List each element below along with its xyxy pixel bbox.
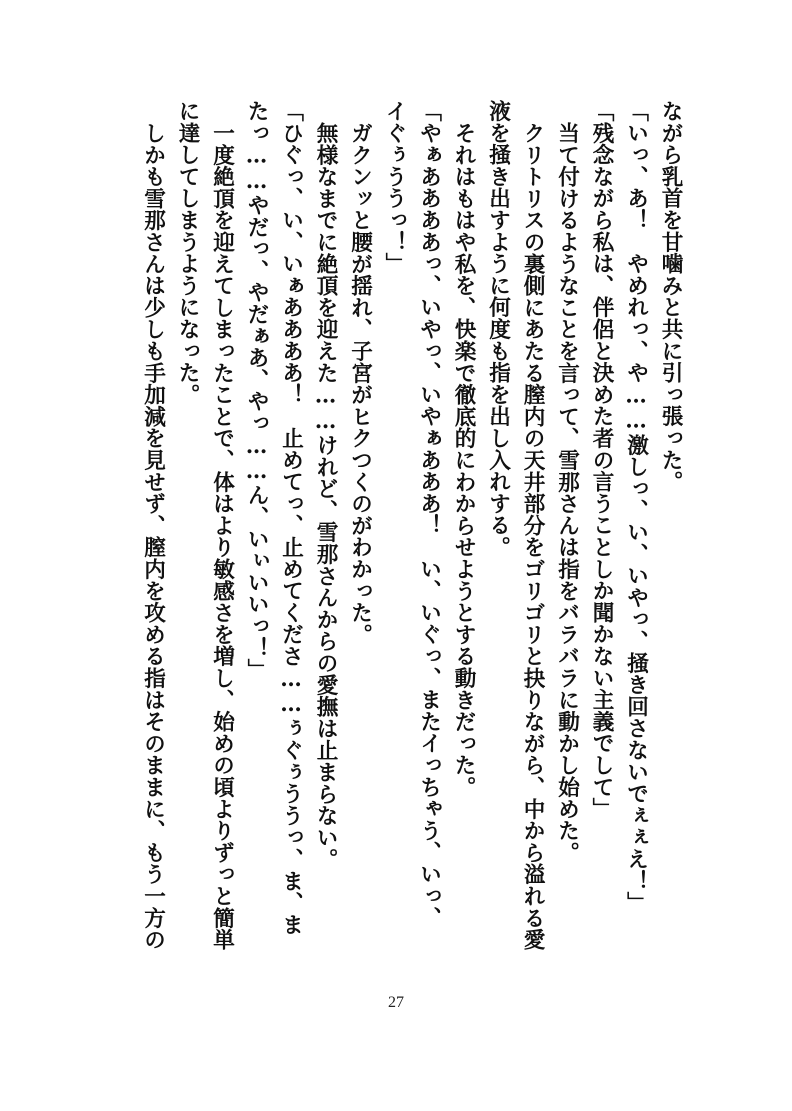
text-line-1: ながら乳首を甘噛みと共に引っ張った。 [658, 100, 683, 493]
page-number: 27 [388, 994, 404, 1011]
text-line-6: 液を掻き出すように何度も指を出し入れする。 [485, 100, 511, 558]
text-line-11: 無様なまでに絶頂を迎えた……けれど、雪那さんからの愛撫は止まらない。 [313, 121, 338, 870]
text-line-10: ガクンッと腰が揺れ、子宮がヒクつくのがわかった。 [347, 121, 373, 645]
text-line-15: に達してしまうようになった。 [175, 100, 200, 406]
text-line-5: クリトリスの裏側にあたる膣内の天井部分をゴリゴリと抉りながら、中から溢れる愛 [520, 121, 545, 950]
text-line-12: 「ひぐっ、い、いぁああああ！ 止めてっ、止めてくださ……ぅぐぅううっ、ま、ま [278, 100, 304, 936]
vertical-body-text [97, 100, 687, 970]
text-line-2: 「いっ、あ！ やめれっ、や……激しっ、い、いやっ、掻き回さないでぇぇえ！」 [623, 100, 649, 914]
text-line-8: 「やぁああああっ、いやっ、いやぁあああ！ い、いぐっ、またイっちゃう、いっ、 [416, 100, 442, 929]
text-line-16: しかも雪那さんは少しも手加減を見せず、膣内を攻める指はそのままに、もう一方の [140, 121, 166, 950]
text-line-4: 当て付けるようなことを言って、雪那さんは指をバラバラに動かし始めた。 [554, 121, 580, 863]
text-line-3: 「残念ながら私は、伴侶と決めた者の言うことしか聞かない主義でして」 [589, 100, 614, 820]
text-line-7: それはもはや私を、快楽で徹底的にわからせようとする動きだった。 [451, 121, 476, 798]
text-line-14: 一度絶頂を迎えてしまったことで、体はより敏感さを増し、始めの頃よりずっと簡単 [209, 121, 235, 950]
text-line-9: イぐぅううっ！」 [382, 100, 407, 275]
text-line-13: たっ……やだっ、やだぁあ、やっ……ん、いぃいいっ！」 [244, 100, 269, 681]
